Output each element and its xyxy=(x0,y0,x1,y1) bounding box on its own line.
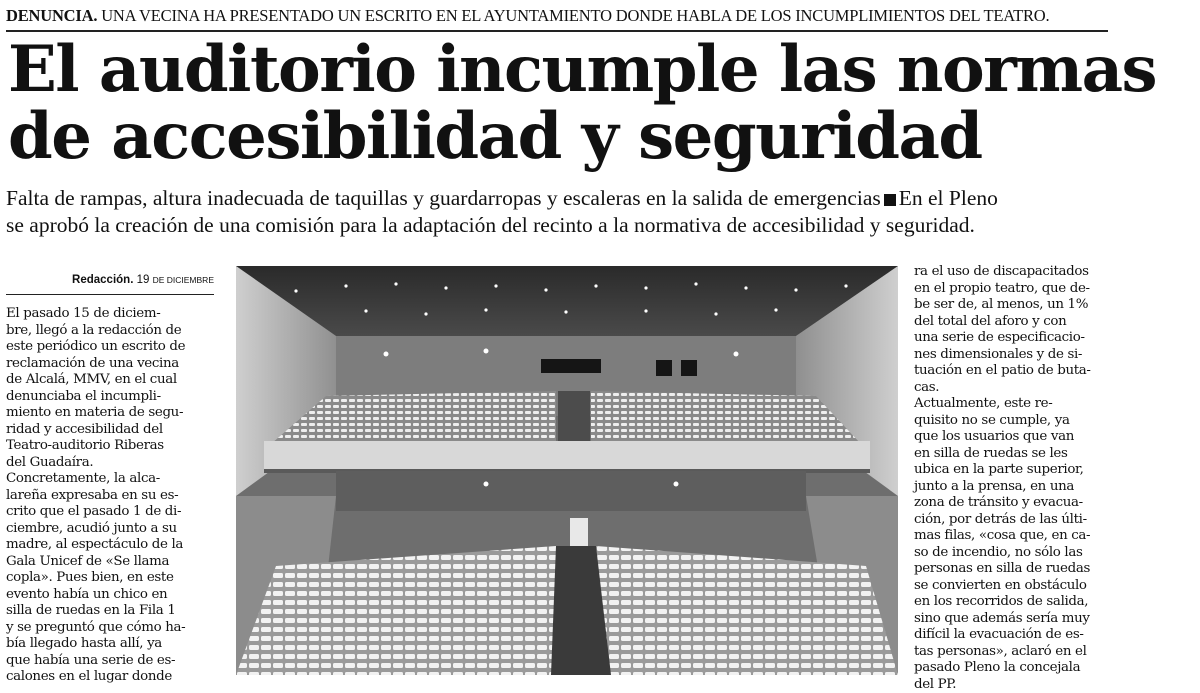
right-column-line: so de incendio, no sólo las xyxy=(914,545,1126,562)
left-column-line: silla de ruedas en la Fila 1 xyxy=(6,603,214,620)
auditorium-photo xyxy=(236,266,898,675)
right-column-line: zona de tránsito y evacua- xyxy=(914,495,1126,512)
left-column-line: denunciaba el incumpli- xyxy=(6,389,214,406)
right-column-line: junto a la prensa, en una xyxy=(914,479,1126,496)
subheadline-line-1 xyxy=(6,185,1146,212)
subheadline-line-2: se aprobó la creación de una comisión para la adaptación del recinto a la normativa de accesibilidad y seguridad. xyxy=(6,212,1146,239)
left-column-line: madre, al espectáculo de la xyxy=(6,537,214,554)
left-column-line: Teatro-auditorio Riberas xyxy=(6,438,214,455)
left-column-line: Gala Unicef de «Se llama xyxy=(6,554,214,571)
left-column-line: bía llegado hasta allí, ya xyxy=(6,636,214,653)
left-column-line: evento había un chico en xyxy=(6,587,214,604)
left-column-line: copla». Pues bien, en este xyxy=(6,570,214,587)
right-column-line: pasado Pleno la concejala xyxy=(914,660,1126,677)
article-column-left xyxy=(6,306,214,686)
subheadline xyxy=(6,185,1146,239)
right-column-line: personas en silla de ruedas xyxy=(914,561,1126,578)
right-column-line: en los recorridos de salida, xyxy=(914,594,1126,611)
left-column-line: bre, llegó a la redacción de xyxy=(6,323,214,340)
right-column-line: mas filas, «cosa que, en ca- xyxy=(914,528,1126,545)
right-column-line: be ser de, al menos, un 1% xyxy=(914,297,1126,314)
right-column-line: cas. xyxy=(914,380,1126,397)
left-column-line: que había una serie de es- xyxy=(6,653,214,670)
subheadline-line-1b: En el Pleno xyxy=(899,186,998,210)
byline-day: 19 xyxy=(137,274,150,286)
right-column-line: que los usuarios que van xyxy=(914,429,1126,446)
headline xyxy=(8,36,1148,170)
right-column-line: del PP. xyxy=(914,677,1126,693)
auditorium-photo-icon xyxy=(236,266,898,675)
kicker-label: DENUNCIA. xyxy=(6,6,97,25)
kicker xyxy=(6,4,1108,32)
left-column-line: ridad y accesibilidad del xyxy=(6,422,214,439)
left-column-line: reclamación de una vecina xyxy=(6,356,214,373)
right-column-line: una serie de especificacio- xyxy=(914,330,1126,347)
left-column-line: lareña expresaba en su es- xyxy=(6,488,214,505)
right-column-line: ubica en la parte superior, xyxy=(914,462,1126,479)
right-column-line: del total del aforo y con xyxy=(914,314,1126,331)
right-column-line: sino que además sería muy xyxy=(914,611,1126,628)
left-column-line: este periódico un escrito de xyxy=(6,339,214,356)
right-column-line: tuación en el patio de buta- xyxy=(914,363,1126,380)
left-column-line: Concretamente, la alca- xyxy=(6,471,214,488)
subheadline-line-1a: Falta de rampas, altura inadecuada de taquillas y guardarropas y escaleras en la salida de emergencias xyxy=(6,186,881,210)
right-column-line: Actualmente, este re- xyxy=(914,396,1126,413)
right-column-line: se convierten en obstáculo xyxy=(914,578,1126,595)
right-column-line: en el propio teatro, que de- xyxy=(914,281,1126,298)
right-column-line: difícil la evacuación de es- xyxy=(914,627,1126,644)
left-column-line: El pasado 15 de diciem- xyxy=(6,306,214,323)
left-column-line: de Alcalá, MMV, en el cual xyxy=(6,372,214,389)
right-column-line: nes dimensionales y de si- xyxy=(914,347,1126,364)
left-column-line: y se preguntó que cómo ha- xyxy=(6,620,214,637)
right-column-line: ra el uso de discapacitados xyxy=(914,264,1126,281)
right-column-line: en silla de ruedas se les xyxy=(914,446,1126,463)
headline-line-2: de accesibilidad y seguridad xyxy=(8,103,1148,170)
left-column-line: calones en el lugar donde xyxy=(6,669,214,686)
byline-author: Redacción. xyxy=(72,274,133,286)
left-column-line: ciembre, acudió junto a su xyxy=(6,521,214,538)
square-bullet-icon xyxy=(884,194,896,206)
left-column-line: crito que el pasado 1 de di- xyxy=(6,504,214,521)
byline-month: DE DICIEMBRE xyxy=(153,275,214,285)
kicker-text: UNA VECINA HA PRESENTADO UN ESCRITO EN EL AYUNTAMIENTO DONDE HABLA DE LOS INCUMPLIMIENTOS DEL TEATRO. xyxy=(101,6,1049,25)
right-column-line: quisito no se cumple, ya xyxy=(914,413,1126,430)
left-column-line: miento en materia de segu- xyxy=(6,405,214,422)
byline xyxy=(6,270,214,295)
right-column-line: tas personas», aclaró en el xyxy=(914,644,1126,661)
headline-line-1: El auditorio incumple las normas xyxy=(8,36,1148,103)
right-column-line: ción, por detrás de las últi- xyxy=(914,512,1126,529)
article-column-right xyxy=(914,264,1126,693)
left-column-line: del Guadaíra. xyxy=(6,455,214,472)
